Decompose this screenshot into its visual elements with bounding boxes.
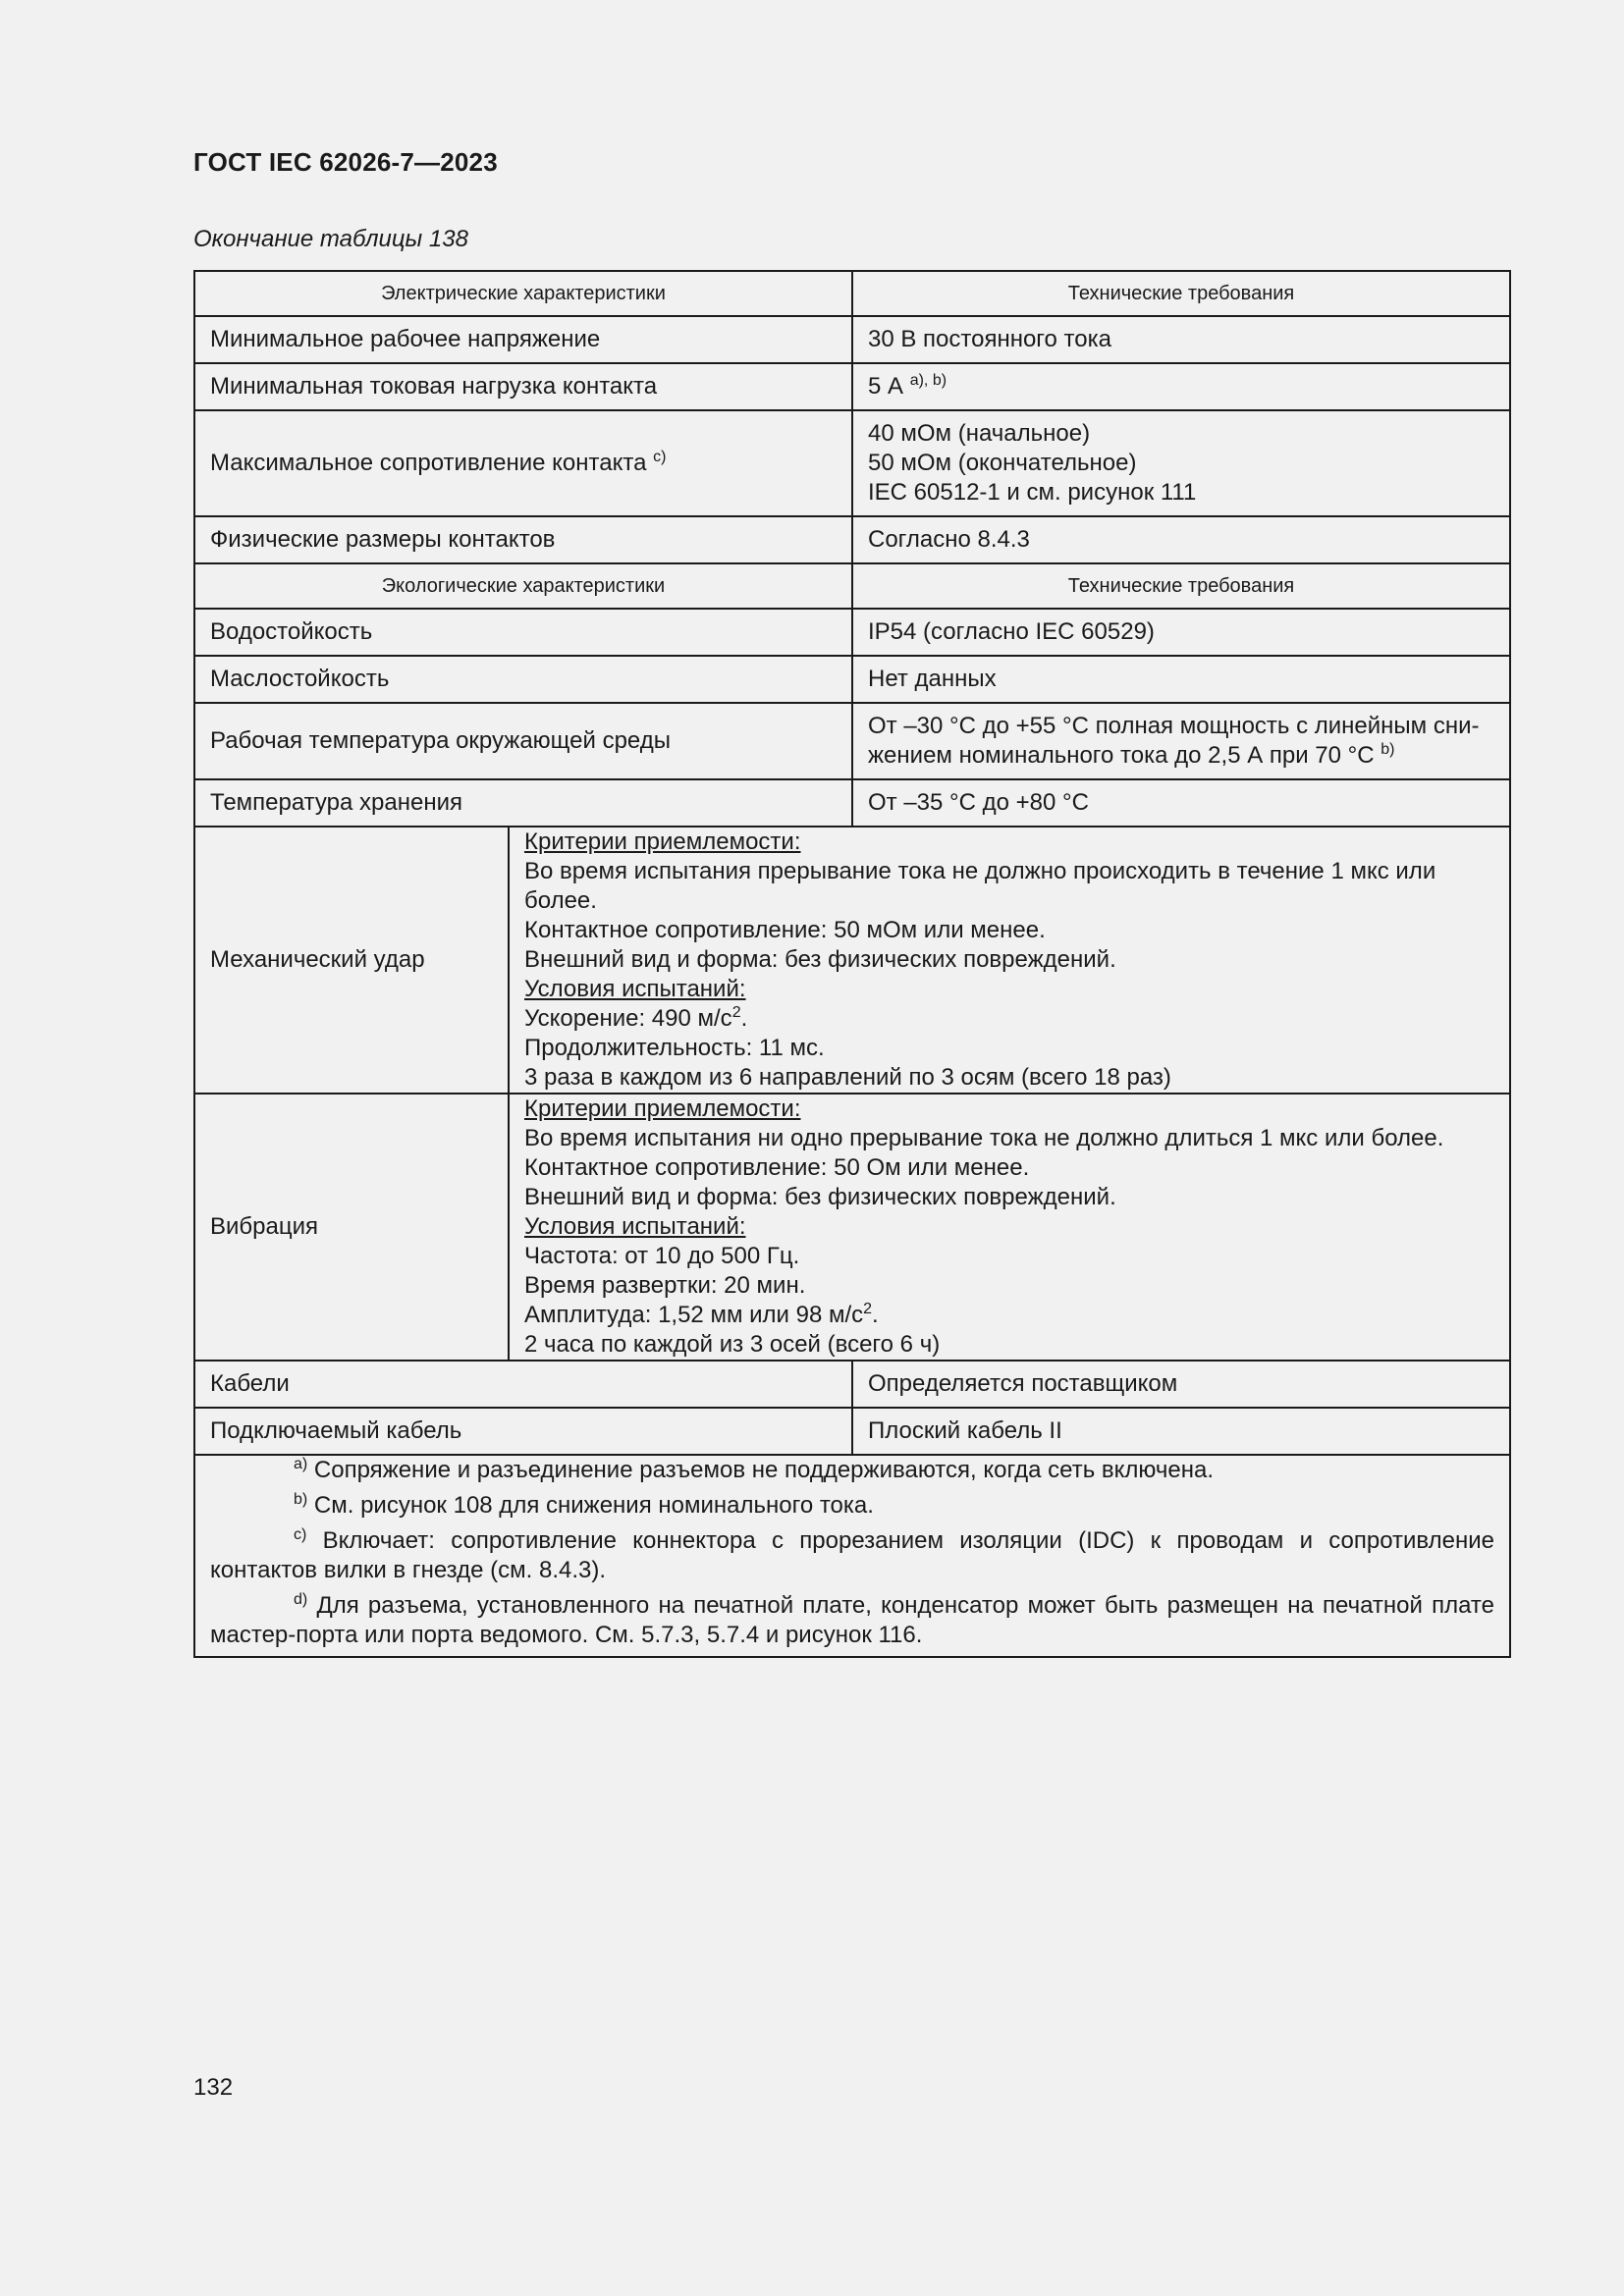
table-row (194, 1408, 1510, 1455)
criteria-line: Контактное сопротивление: 50 мОм или менее. (524, 917, 1046, 943)
row-label: Минимальная токовая нагрузка контакта (194, 363, 852, 410)
footnote-text: Включает: сопротивление коннектора с прорезанием изоляции (IDC) к проводам и сопротивление контактов вилки в гнезде (см. 8.4.3). (210, 1527, 1494, 1583)
footnote-mark: d) (294, 1591, 308, 1608)
criteria-line: Во время испытания ни одно прерывание тока не должно длиться 1 мкс или более. (524, 1125, 1444, 1151)
value-text: 5 А (868, 373, 904, 400)
exponent: 2 (863, 1301, 873, 1317)
table-row-vibration (194, 1094, 1510, 1361)
row-label: Рабочая температура окружающей среды (194, 703, 852, 779)
footnote (210, 1591, 1494, 1650)
value-line: 40 мОм (начальное) (868, 420, 1091, 447)
footnote (210, 1491, 1494, 1521)
criteria-line: Внешний вид и форма: без физических повреждений. (524, 1184, 1116, 1210)
footnote-mark: b) (294, 1491, 308, 1508)
spec-table (193, 270, 1511, 1658)
condition-line: Время развертки: 20 мин. (524, 1272, 806, 1299)
row-label: Температура хранения (194, 779, 852, 827)
row-value (852, 363, 1510, 410)
conditions-title: Условия испытаний: (524, 1213, 746, 1240)
table-row-shock (194, 827, 1510, 1094)
accel-end: . (740, 1005, 748, 1032)
criteria-line: Внешний вид и форма: без физических повреждений. (524, 946, 1116, 973)
table-row (194, 779, 1510, 827)
row-label: Физические размеры контактов (194, 516, 852, 563)
value-text: жением номинального тока до 2,5 А при 70 °С (868, 742, 1375, 769)
row-label: Маслостойкость (194, 656, 852, 703)
footnote (210, 1456, 1494, 1485)
column-header-characteristics: Экологические характеристики (194, 563, 852, 609)
footnote-text: Для разъема, установленного на печатной плате, конденсатор может быть размещен на печатной плате мастер-порта или порта ведомого. См. 5.7.3, 5.7.4 и рисунок 116. (210, 1592, 1494, 1648)
row-label: Вибрация (194, 1094, 509, 1361)
column-header-requirements: Технические требования (852, 563, 1510, 609)
footnote-ref: c) (653, 449, 667, 465)
row-label: Подключаемый кабель (194, 1408, 852, 1455)
condition-line: 3 раза в каждом из 6 направлений по 3 осям (всего 18 раз) (524, 1064, 1171, 1091)
row-value: Нет данных (852, 656, 1510, 703)
table-row (194, 516, 1510, 563)
criteria-title: Критерии приемлемости: (524, 1095, 801, 1122)
amplitude-text: Амплитуда: 1,52 мм или 98 м/с (524, 1302, 864, 1328)
row-value (852, 410, 1510, 516)
value-line (868, 741, 1494, 771)
condition-line: Частота: от 10 до 500 Гц. (524, 1243, 800, 1269)
row-value: Плоский кабель II (852, 1408, 1510, 1455)
footnote-text: См. рисунок 108 для снижения номинального тока. (313, 1492, 874, 1519)
footnote (210, 1526, 1494, 1585)
footnote-mark: a) (294, 1456, 308, 1472)
condition-line (524, 1004, 1494, 1034)
value-line: IEC 60512-1 и см. рисунок 111 (868, 479, 1197, 506)
condition-line: Продолжительность: 11 мс. (524, 1035, 825, 1061)
condition-line (524, 1301, 1494, 1330)
row-value: Согласно 8.4.3 (852, 516, 1510, 563)
table-row (194, 363, 1510, 410)
table-row (194, 1361, 1510, 1408)
page-number: 132 (193, 2074, 234, 2101)
value-line: От –30 °С до +55 °С полная мощность с линейным сни- (868, 713, 1480, 739)
criteria-title: Критерии приемлемости: (524, 828, 801, 855)
row-value (509, 1094, 1510, 1361)
row-value (509, 827, 1510, 1094)
table-row (194, 656, 1510, 703)
row-label: Водостойкость (194, 609, 852, 656)
table-row (194, 410, 1510, 516)
condition-line: 2 часа по каждой из 3 осей (всего 6 ч) (524, 1331, 941, 1358)
column-header-characteristics: Электрические характеристики (194, 271, 852, 316)
table-notes (194, 1455, 1510, 1657)
section-header-environmental (194, 563, 1510, 609)
footnote-ref: b) (1380, 741, 1395, 758)
section-header-electrical (194, 271, 1510, 316)
footnote-ref: a), b) (909, 372, 947, 389)
criteria-line: Контактное сопротивление: 50 Ом или менее. (524, 1154, 1030, 1181)
table-notes-row (194, 1455, 1510, 1657)
row-value: IP54 (согласно IEC 60529) (852, 609, 1510, 656)
footnote-mark: c) (294, 1526, 307, 1543)
row-value (852, 703, 1510, 779)
row-value: Определяется поставщиком (852, 1361, 1510, 1408)
value-line: 50 мОм (окончательное) (868, 450, 1137, 476)
row-value: 30 В постоянного тока (852, 316, 1510, 363)
label-text: Максимальное сопротивление контакта (210, 450, 647, 476)
row-label: Кабели (194, 1361, 852, 1408)
table-row (194, 609, 1510, 656)
row-label: Механический удар (194, 827, 509, 1094)
row-value: От –35 °С до +80 °С (852, 779, 1510, 827)
row-label: Минимальное рабочее напряжение (194, 316, 852, 363)
exponent: 2 (731, 1004, 741, 1021)
document-header: ГОСТ IEC 62026-7—2023 (193, 147, 498, 177)
amplitude-end: . (872, 1302, 879, 1328)
column-header-requirements: Технические требования (852, 271, 1510, 316)
footnote-text: Сопряжение и разъединение разъемов не поддерживаются, когда сеть включена. (313, 1457, 1214, 1483)
table-caption: Окончание таблицы 138 (193, 226, 468, 252)
conditions-title: Условия испытаний: (524, 976, 746, 1002)
row-label (194, 410, 852, 516)
criteria-line: Во время испытания прерывание тока не должно происходить в течение 1 мкс или более. (524, 858, 1436, 914)
table-row (194, 703, 1510, 779)
table-row (194, 316, 1510, 363)
accel-text: Ускорение: 490 м/с (524, 1005, 732, 1032)
